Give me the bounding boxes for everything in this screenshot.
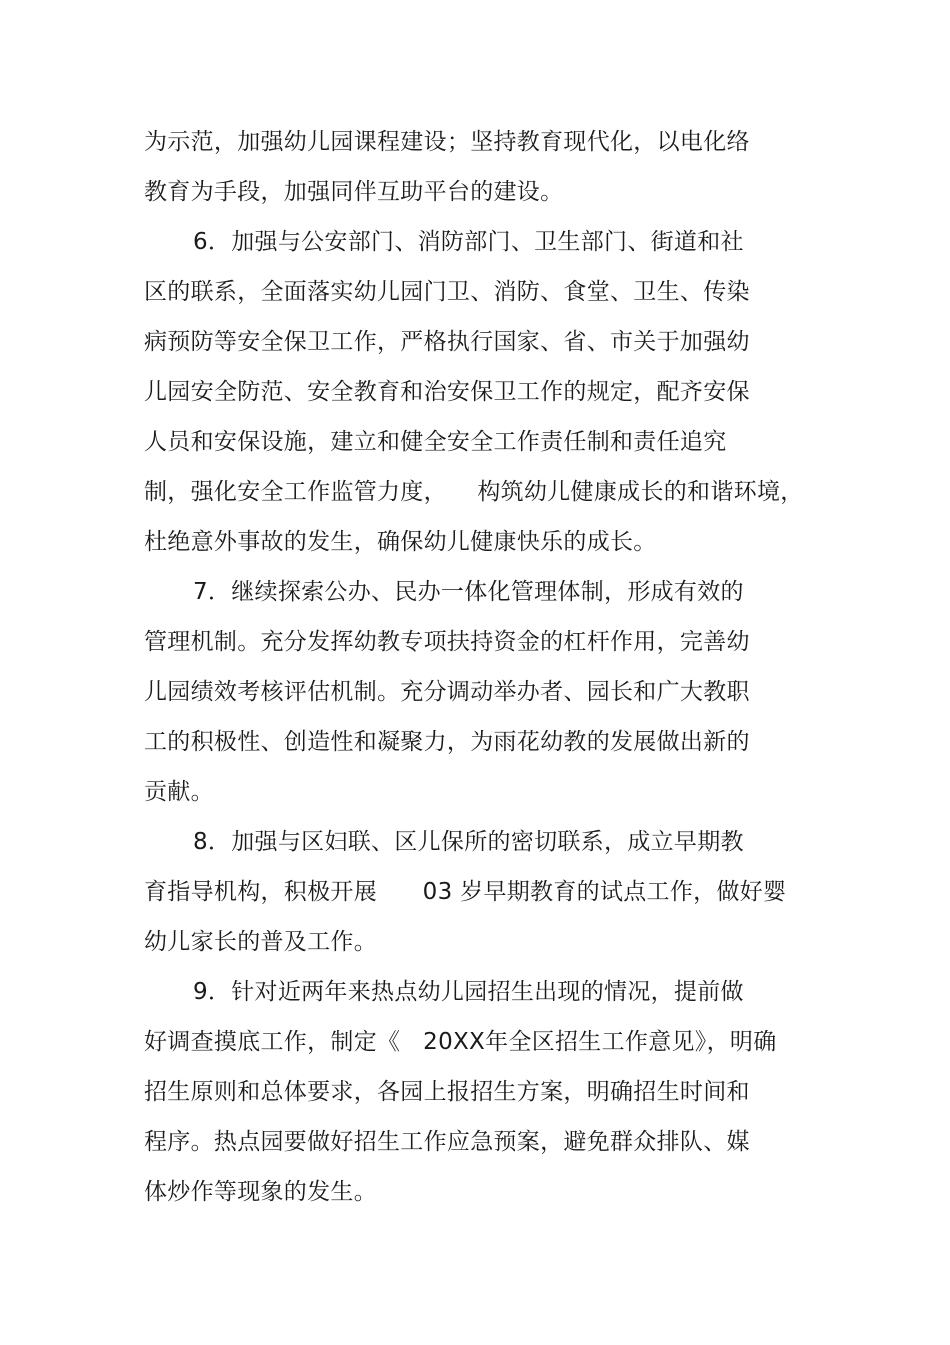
- text-line: 贡献。: [144, 779, 214, 805]
- text-line: 8．加强与区妇联、区儿保所的密切联系，成立早期教: [193, 829, 744, 855]
- text-line: 人员和安保设施，建立和健全安全工作责任制和责任追究: [144, 429, 727, 455]
- text-line: 儿园绩效考核评估机制。充分调动举办者、园长和广大教职: [144, 679, 750, 705]
- text-line: 制，强化安全工作监管力度， 构筑幼儿健康成长的和谐环境，: [144, 479, 804, 505]
- text-line: 儿园安全防范、安全教育和治安保卫工作的规定，配齐安保: [144, 379, 750, 405]
- text-line: 为示范，加强幼儿园课程建设；坚持教育现代化，以电化络: [144, 129, 750, 155]
- text-line: 育指导机构，积极开展 03 岁早期教育的试点工作，做好婴: [144, 879, 787, 905]
- text-line: 7．继续探索公办、民办一体化管理体制，形成有效的: [193, 579, 744, 605]
- text-line: 管理机制。充分发挥幼教专项扶持资金的杠杆作用，完善幼: [144, 629, 750, 655]
- text-line: 工的积极性、创造性和凝聚力，为雨花幼教的发展做出新的: [144, 729, 750, 755]
- text-line: 好调查摸底工作，制定《 20XX年全区招生工作意见》，明确: [144, 1029, 777, 1055]
- text-line: 病预防等安全保卫工作，严格执行国家、省、市关于加强幼: [144, 329, 750, 355]
- text-line: 幼儿家长的普及工作。: [144, 929, 377, 955]
- text-line: 招生原则和总体要求，各园上报招生方案，明确招生时间和: [144, 1079, 750, 1105]
- text-line: 体炒作等现象的发生。: [144, 1179, 377, 1205]
- text-line: 程序。热点园要做好招生工作应急预案，避免群众排队、媒: [144, 1129, 750, 1155]
- text-line: 9．针对近两年来热点幼儿园招生出现的情况，提前做: [193, 979, 744, 1005]
- text-line: 6．加强与公安部门、消防部门、卫生部门、街道和社: [193, 229, 744, 255]
- text-line: 教育为手段，加强同伴互助平台的建设。: [144, 179, 564, 205]
- text-line: 区的联系，全面落实幼儿园门卫、消防、食堂、卫生、传染: [144, 279, 750, 305]
- text-line: 杜绝意外事故的发生，确保幼儿健康快乐的成长。: [144, 529, 657, 555]
